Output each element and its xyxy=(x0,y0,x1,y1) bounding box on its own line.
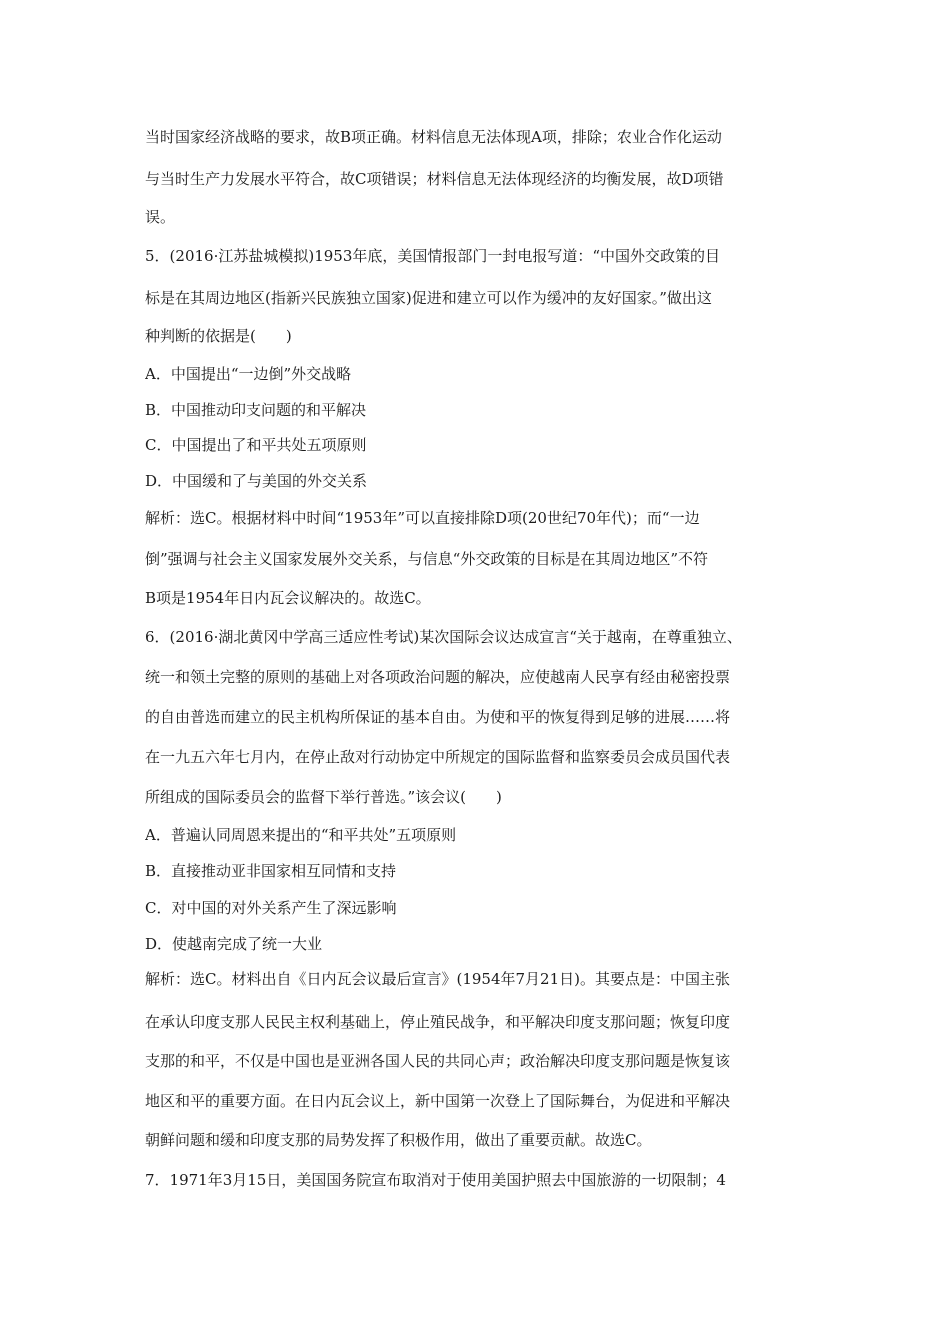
text-line: 种判断的依据是( ) xyxy=(145,327,292,345)
option-d: D．中国缓和了与美国的外交关系 xyxy=(145,472,368,490)
option-d: D．使越南完成了统一大业 xyxy=(145,935,323,953)
text-line: 支那的和平，不仅是中国也是亚洲各国人民的共同心声；政治解决印度支那问题是恢复该 xyxy=(145,1052,731,1070)
option-c: C．对中国的对外关系产生了深远影响 xyxy=(145,899,397,917)
text-line: 标是在其周边地区(指新兴民族独立国家)促进和建立可以作为缓冲的友好国家。”做出这 xyxy=(145,289,712,307)
text-line: 倒”强调与社会主义国家发展外交关系，与信息“外交政策的目标是在其周边地区”不符 xyxy=(145,550,709,568)
text-line: 在承认印度支那人民民主权利基础上，停止殖民战争，和平解决印度支那问题；恢复印度 xyxy=(145,1013,731,1031)
text-line: 误。 xyxy=(145,208,176,226)
question-7-stem: 7．1971年3月15日，美国国务院宣布取消对于使用美国护照去中国旅游的一切限制；4 xyxy=(145,1171,726,1189)
analysis-5: 解析：选C。根据材料中时间“1953年”可以直接排除D项(20世纪70年代)；而“一边 xyxy=(145,509,700,527)
text-line: 朝鲜问题和缓和印度支那的局势发挥了积极作用，做出了重要贡献。故选C。 xyxy=(145,1131,652,1149)
option-a: A．中国提出“一边倒”外交战略 xyxy=(145,365,352,383)
text-line: 在一九五六年七月内，在停止敌对行动协定中所规定的国际监督和监察委员会成员国代表 xyxy=(145,748,731,766)
text-line: 当时国家经济战略的要求，故B项正确。材料信息无法体现A项，排除；农业合作化运动 xyxy=(145,128,722,146)
analysis-6: 解析：选C。材料出自《日内瓦会议最后宣言》(1954年7月21日)。其要点是：中国主张 xyxy=(145,970,730,988)
question-6-stem: 6．(2016·湖北黄冈中学高三适应性考试)某次国际会议达成宣言“关于越南，在尊重独立、 xyxy=(145,628,742,646)
text-line: 所组成的国际委员会的监督下举行普选。”该会议( ) xyxy=(145,788,502,806)
text-line: 地区和平的重要方面。在日内瓦会议上，新中国第一次登上了国际舞台，为促进和平解决 xyxy=(145,1092,731,1110)
text-line: 的自由普选而建立的民主机构所保证的基本自由。为使和平的恢复得到足够的进展……将 xyxy=(145,708,731,726)
text-line: 与当时生产力发展水平符合，故C项错误；材料信息无法体现经济的均衡发展，故D项错 xyxy=(145,170,724,188)
text-line: 统一和领土完整的原则的基础上对各项政治问题的解决，应使越南人民享有经由秘密投票 xyxy=(145,668,731,686)
option-c: C．中国提出了和平共处五项原则 xyxy=(145,436,367,454)
option-b: B．中国推动印支问题的和平解决 xyxy=(145,401,367,419)
option-b: B．直接推动亚非国家相互同情和支持 xyxy=(145,862,397,880)
option-a: A．普遍认同周恩来提出的“和平共处”五项原则 xyxy=(145,826,457,844)
question-5-stem: 5．(2016·江苏盐城模拟)1953年底，美国情报部门一封电报写道：“中国外交政策的目 xyxy=(145,247,721,265)
text-line: B项是1954年日内瓦会议解决的。故选C。 xyxy=(145,589,431,607)
